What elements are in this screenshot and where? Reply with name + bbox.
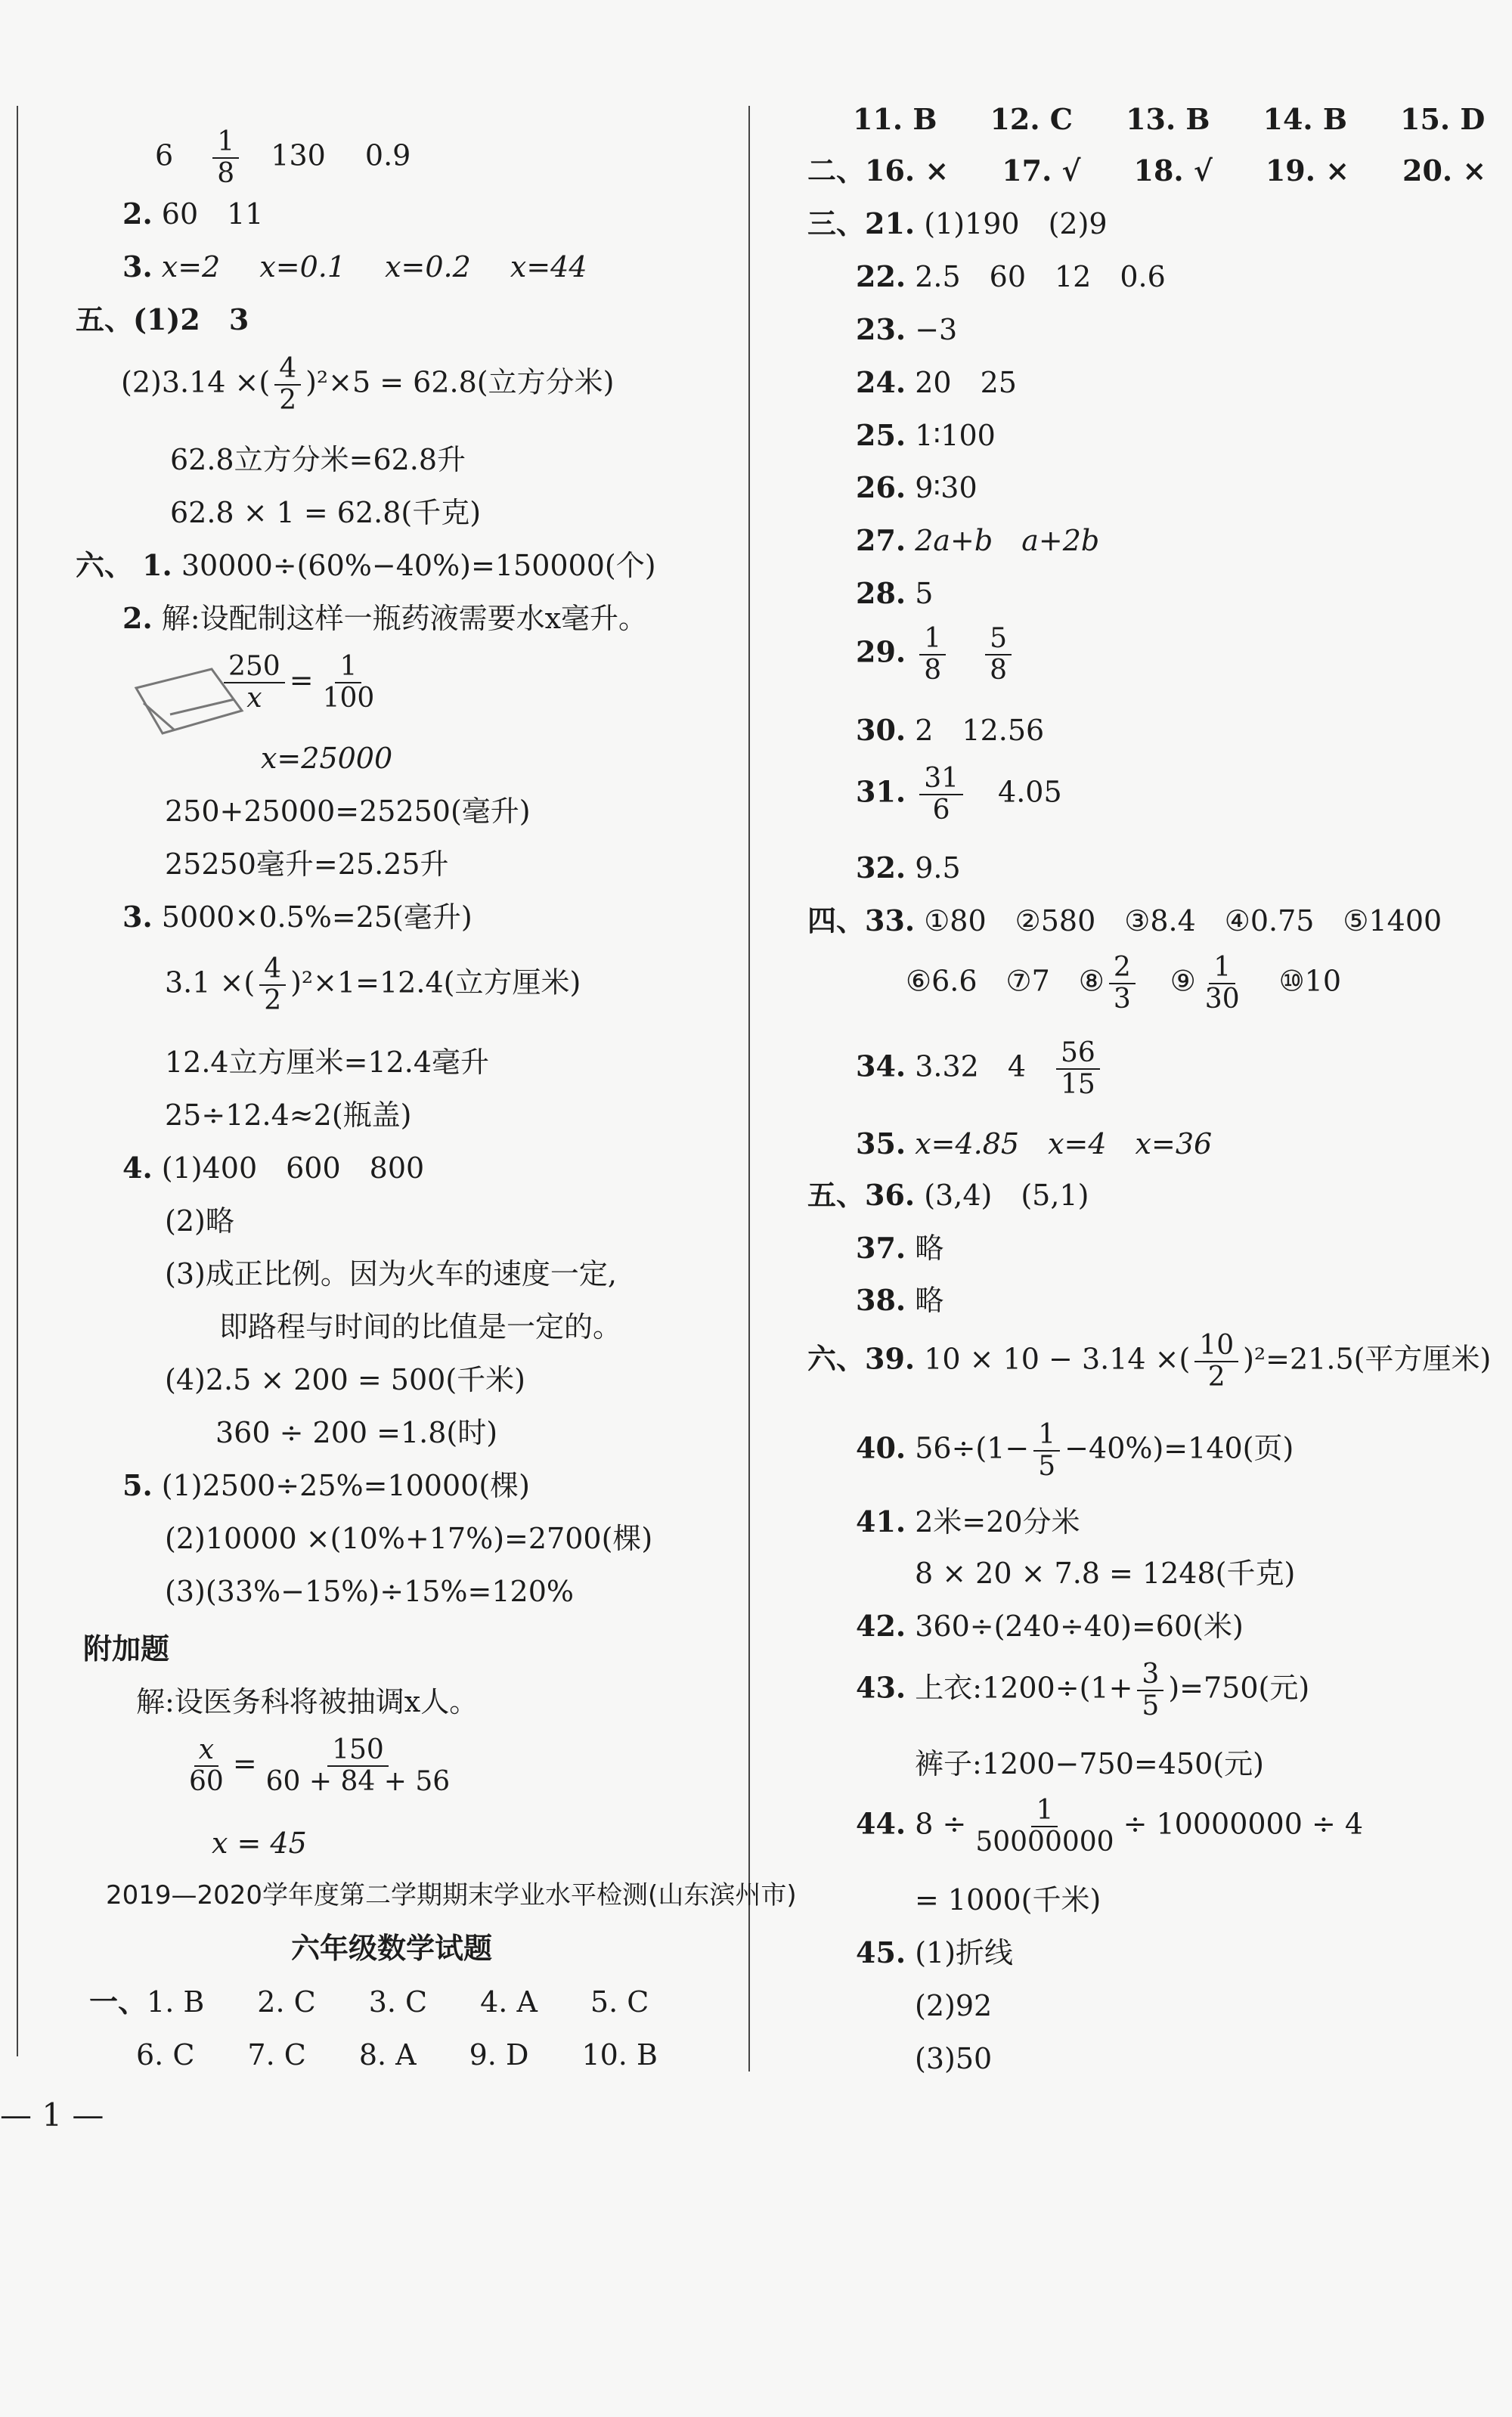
line-r28 <box>915 1746 1264 1781</box>
answer-text: 360 ÷ 200 =1.8(时) <box>215 1416 498 1449</box>
answer-text: 3.32 4 <box>915 1049 1027 1083</box>
numerator: 3 <box>1137 1659 1163 1691</box>
line-r20 <box>856 1231 943 1266</box>
mc-answer: 6. C <box>136 2038 195 2071</box>
section-label: 六、 <box>76 548 134 582</box>
line-r4 <box>856 259 1166 294</box>
item-number: 3. <box>122 900 153 934</box>
formula: )=750(元) <box>1168 1671 1310 1705</box>
mc-answer: 13. B <box>1126 102 1210 136</box>
line-l3 <box>122 249 587 284</box>
answer-text: 12.4立方厘米=12.4毫升 <box>165 1046 490 1079</box>
answer-text: 略 <box>915 1232 944 1265</box>
answer-text: (1)400 600 800 <box>161 1151 425 1185</box>
page-number <box>0 2098 104 2133</box>
answer-text: 8 × 20 × 7.8 = 1248(千克) <box>915 1557 1296 1590</box>
item-number: 21. <box>865 206 916 240</box>
denominator: x <box>246 683 262 714</box>
numerator: 1 <box>919 624 946 655</box>
left-margin-rule <box>17 106 18 2056</box>
item-number: 30. <box>856 713 906 747</box>
formula: ÷ 10000000 ÷ 4 <box>1123 1807 1364 1841</box>
tf-answer: 20. × <box>1402 153 1487 187</box>
line-r5 <box>856 312 957 347</box>
answer-text: 5000×0.5%=25(毫升) <box>161 900 472 934</box>
numerator: 250 <box>224 652 285 683</box>
item-number: 25. <box>856 418 906 452</box>
answer-text: −3 <box>915 313 958 346</box>
numerator: 31 <box>919 764 963 795</box>
fraction <box>971 1796 1118 1858</box>
fraction <box>919 624 946 686</box>
line-r13 <box>856 764 1062 826</box>
mc-answer: 9. D <box>469 2038 529 2071</box>
formula: 8 ÷ <box>915 1807 967 1841</box>
answer-text: 2 12.56 <box>915 714 1045 747</box>
section-label: 二、 <box>807 153 866 187</box>
formula: 10 × 10 − 3.14 ×( <box>924 1342 1191 1376</box>
line-r26 <box>856 1609 1244 1644</box>
numerator: 4 <box>274 354 301 386</box>
line-l23 <box>215 1415 497 1450</box>
mc-answer: 11. B <box>853 102 937 136</box>
answer-text: 60 11 <box>161 197 264 231</box>
item-number: 40. <box>856 1430 906 1465</box>
item-number: 41. <box>856 1504 906 1539</box>
answer-text: 20 25 <box>915 366 1017 399</box>
answer-text: 9∶30 <box>915 471 978 504</box>
denominator: 60 <box>189 1766 224 1797</box>
line-l7 <box>170 495 481 530</box>
answer-text: 4.05 <box>998 775 1062 809</box>
answer-text: (2)92 <box>915 1989 993 2022</box>
item-number: 2. <box>122 601 153 635</box>
item-number: 22. <box>856 259 906 293</box>
tf-answer: 19. × <box>1265 153 1350 187</box>
answer-text: x=0.2 <box>385 250 471 284</box>
fraction <box>259 954 286 1016</box>
answer-text: (1)2500÷25%=10000(棵) <box>161 1469 530 1502</box>
item-number: 34. <box>856 1049 906 1083</box>
section-label: 三、 <box>807 206 866 240</box>
answer-text: 9.5 <box>915 851 961 885</box>
item-number: 29. <box>856 634 906 669</box>
item-number: 4. <box>122 1151 153 1185</box>
line-r8 <box>856 470 978 505</box>
formula: 3.1 ×( <box>165 965 256 999</box>
line-r25 <box>915 1556 1295 1591</box>
item-number: 31. <box>856 774 906 809</box>
fraction <box>1056 1038 1100 1100</box>
answer-text: 62.8 × 1 = 62.8(千克) <box>170 496 482 529</box>
fraction <box>184 1735 228 1797</box>
line-r32 <box>915 1988 992 2023</box>
answer-text: 1∶100 <box>915 419 996 452</box>
line-l10 <box>219 652 383 714</box>
line-l9 <box>122 601 647 636</box>
line-r30 <box>915 1882 1101 1917</box>
denominator: 15 <box>1061 1069 1095 1100</box>
line-l18 <box>122 1151 424 1185</box>
line-r23 <box>856 1420 1294 1482</box>
fraction <box>1109 953 1136 1015</box>
line-r17 <box>856 1038 1105 1100</box>
answer-text: (1)190 (2)9 <box>924 207 1108 240</box>
answer-text: x=4.85 x=4 x=36 <box>915 1127 1213 1160</box>
value: 0.9 <box>364 138 411 172</box>
line-r9 <box>856 523 1099 558</box>
numerator: 2 <box>1109 953 1136 984</box>
numerator: 1 <box>1209 953 1235 984</box>
bonus-heading: 附加题 <box>83 1631 170 1666</box>
answer-text: 2a+b a+2b <box>915 524 1100 557</box>
fraction <box>274 354 301 416</box>
mc-answer: 7. C <box>247 2038 306 2071</box>
value: 130 <box>271 138 326 172</box>
line-r16 <box>906 953 1341 1015</box>
answer-text: (3)成正比例。因为火车的速度一定, <box>165 1257 617 1291</box>
denominator: 30 <box>1204 984 1240 1015</box>
item-number: 39. <box>865 1341 916 1376</box>
line-l6 <box>170 442 466 477</box>
mc-answer: 4. A <box>480 1985 538 2019</box>
denominator: 8 <box>990 655 1008 686</box>
item-number: 43. <box>856 1670 906 1705</box>
section-label: 一、 <box>89 1985 147 2019</box>
mc-answer: 14. B <box>1263 102 1347 136</box>
denominator: 2 <box>279 385 297 416</box>
tf-answer: 16. × <box>865 153 950 187</box>
fraction <box>919 764 963 826</box>
value: 6 <box>155 138 174 172</box>
mc-answer: 5. C <box>590 1985 649 2019</box>
item-number: 42. <box>856 1609 906 1643</box>
numerator: 1 <box>212 127 239 159</box>
column-divider <box>748 106 750 2071</box>
numerator: 4 <box>259 954 286 986</box>
line-r11 <box>856 624 1016 686</box>
line-l4 <box>76 302 249 337</box>
answer-text: = 1000(千米) <box>915 1883 1101 1917</box>
answer-text: ①80 ②580 ③8.4 ④0.75 ⑤1400 <box>924 904 1442 937</box>
mc-answer: 8. A <box>358 2038 417 2071</box>
answer-text: 解:设配制这样一瓶药液需要水x毫升。 <box>161 602 648 635</box>
answer-text: 裤子:1200−750=450(元) <box>915 1747 1264 1780</box>
section-label: 四、 <box>807 903 866 937</box>
denominator: 8 <box>217 158 235 189</box>
answer-text: x=44 <box>510 250 587 284</box>
mc-answer: 15. D <box>1400 102 1486 136</box>
mc-answer: 2. C <box>257 1985 316 2019</box>
formula: 上衣:1200÷(1+ <box>915 1671 1133 1705</box>
line-l21 <box>219 1309 621 1344</box>
answer-text: x=0.1 <box>259 250 346 284</box>
line-r31 <box>856 1935 1013 1970</box>
formula: )²×1=12.4(立方厘米) <box>290 965 581 999</box>
line-r10 <box>856 576 933 611</box>
line-l2 <box>122 197 263 231</box>
formula: )²=21.5(平方厘米) <box>1243 1342 1492 1376</box>
item-number: 3. <box>122 249 153 284</box>
answer-text: 25÷12.4≈2(瓶盖) <box>165 1098 412 1132</box>
line-r27 <box>856 1659 1309 1721</box>
mc-answer: 1. B <box>147 1985 205 2019</box>
line-r21 <box>856 1283 943 1318</box>
mc-answer: 10. B <box>581 2038 658 2071</box>
item-number: 32. <box>856 851 906 885</box>
mc-answer: 12. C <box>990 102 1074 136</box>
line-l16 <box>165 1045 489 1080</box>
fraction <box>1201 953 1244 1015</box>
line-r2 <box>807 153 1486 188</box>
page-number-text: — 1 — <box>0 2096 104 2133</box>
line-l13 <box>165 847 449 882</box>
fraction <box>318 652 380 714</box>
answer-text: x=2 <box>161 250 221 284</box>
mc-answer: 3. C <box>368 1985 428 2019</box>
answer-text: (3,4) (5,1) <box>924 1179 1089 1212</box>
formula: −40%)=140(页) <box>1064 1431 1294 1465</box>
formula: )²×5 = 62.8(立方分米) <box>305 365 615 399</box>
line-l28 <box>136 1684 478 1719</box>
answer-text: ⑨ <box>1170 964 1196 998</box>
line-l33 <box>89 1985 649 2019</box>
fraction <box>212 127 239 189</box>
answer-text: (2)10000 ×(10%+17%)=2700(棵) <box>165 1522 653 1555</box>
line-r12 <box>856 713 1044 748</box>
fraction <box>1033 1420 1060 1482</box>
denominator: 6 <box>932 795 950 826</box>
exam-title: 六年级数学试题 <box>291 1931 493 1965</box>
fraction <box>985 624 1012 686</box>
answer-text: ⑩10 <box>1278 964 1342 998</box>
line-r6 <box>856 365 1017 400</box>
equals: = <box>289 663 314 697</box>
line-l12 <box>165 794 531 829</box>
item-number: 5. <box>122 1468 153 1502</box>
answer-text: (2)略 <box>165 1204 234 1238</box>
denominator: 8 <box>924 655 942 686</box>
line-l19 <box>165 1204 234 1238</box>
denominator: 100 <box>322 683 375 714</box>
section-label: 五、 <box>807 1178 866 1212</box>
fraction <box>1137 1659 1163 1721</box>
fraction <box>224 652 285 714</box>
answer-text: (3)(33%−15%)÷15%=120% <box>165 1575 575 1608</box>
answer-text: 2.5 60 12 0.6 <box>915 260 1166 293</box>
formula: (2)3.14 ×( <box>121 365 271 399</box>
line-l1 <box>155 127 411 189</box>
line-l22 <box>165 1362 525 1397</box>
formula: 56÷(1− <box>915 1431 1030 1465</box>
denominator: 2 <box>1207 1362 1225 1393</box>
denominator: 5 <box>1038 1451 1056 1482</box>
line-r29 <box>856 1796 1363 1858</box>
answer-text: 2米=20分米 <box>915 1505 1080 1539</box>
denominator: 50000000 <box>975 1827 1114 1858</box>
line-l8 <box>76 548 656 583</box>
denominator: 5 <box>1142 1690 1160 1721</box>
line-r3 <box>807 206 1108 241</box>
line-l24 <box>122 1468 530 1503</box>
denominator: 60 + 84 + 56 <box>265 1766 451 1797</box>
line-l34 <box>136 2037 658 2072</box>
item-number: 27. <box>856 523 906 557</box>
line-l31 <box>106 1878 797 1913</box>
answer-text: 解:设医务科将被抽调x人。 <box>136 1685 479 1718</box>
answer-text: ⑥6.6 ⑦7 ⑧ <box>906 964 1105 998</box>
answer-text: 250+25000=25250(毫升) <box>165 795 531 828</box>
answer-text: (1)折线 <box>915 1936 1014 1969</box>
numerator: 10 <box>1194 1331 1238 1362</box>
line-l5 <box>121 354 614 416</box>
line-l20 <box>165 1257 617 1291</box>
line-l15 <box>165 954 581 1016</box>
line-l17 <box>165 1098 411 1133</box>
answer-text: (3)50 <box>915 2042 993 2075</box>
tf-answer: 17. √ <box>1002 153 1081 187</box>
tf-answer: 18. √ <box>1133 153 1213 187</box>
item-number: 33. <box>865 903 916 937</box>
line-l27 <box>83 1631 169 1666</box>
answer-text: x=25000 <box>261 742 393 775</box>
section-answer: 五、(1)2 3 <box>76 302 249 336</box>
numerator: 150 <box>327 1735 389 1767</box>
fraction <box>1194 1331 1238 1393</box>
line-l26 <box>165 1574 574 1609</box>
line-r14 <box>856 851 961 885</box>
item-number: 35. <box>856 1126 906 1160</box>
line-l11 <box>261 741 392 776</box>
answer-text: 360÷(240÷40)=60(米) <box>915 1610 1244 1643</box>
denominator: 3 <box>1113 984 1131 1015</box>
numerator: 1 <box>1033 1420 1060 1452</box>
line-r15 <box>807 903 1442 938</box>
line-l32 <box>291 1931 492 1966</box>
numerator: 1 <box>1031 1796 1058 1827</box>
line-r22 <box>807 1331 1491 1393</box>
section-label: 六、 <box>807 1341 866 1376</box>
answer-text: 5 <box>915 577 934 610</box>
line-l25 <box>165 1521 652 1556</box>
fraction <box>262 1735 455 1797</box>
item-number: 44. <box>856 1806 906 1841</box>
answer-text: 25250毫升=25.25升 <box>165 847 449 881</box>
item-number: 38. <box>856 1283 906 1317</box>
line-r7 <box>856 418 996 453</box>
answer-text: x = 45 <box>212 1827 307 1860</box>
line-r33 <box>915 2041 992 2076</box>
item-number: 24. <box>856 365 906 399</box>
line-r18 <box>856 1126 1212 1161</box>
item-number: 2. <box>122 197 153 231</box>
numerator: 5 <box>985 624 1012 655</box>
line-r1 <box>853 102 1485 137</box>
answer-text: 62.8立方分米=62.8升 <box>170 443 466 476</box>
line-l14 <box>122 900 472 934</box>
answer-text: 30000÷(60%−40%)=150000(个) <box>181 549 656 582</box>
answer-text: 即路程与时间的比值是一定的。 <box>219 1310 622 1343</box>
item-number: 26. <box>856 470 906 504</box>
numerator: 1 <box>335 652 361 683</box>
numerator: x <box>194 1735 218 1767</box>
item-number: 1. <box>142 548 172 582</box>
line-r24 <box>856 1504 1080 1539</box>
item-number: 37. <box>856 1231 906 1265</box>
numerator: 56 <box>1056 1038 1100 1070</box>
item-number: 23. <box>856 312 906 346</box>
item-number: 45. <box>856 1935 906 1969</box>
equals: = <box>232 1746 257 1780</box>
answer-text: (4)2.5 × 200 = 500(千米) <box>165 1363 525 1396</box>
item-number: 36. <box>865 1178 916 1212</box>
exam-source-title: 2019—2020学年度第二学期期末学业水平检测(山东滨州市) <box>106 1880 797 1910</box>
line-l29 <box>180 1735 459 1797</box>
item-number: 28. <box>856 576 906 610</box>
line-l30 <box>212 1826 307 1861</box>
line-r19 <box>807 1178 1089 1213</box>
denominator: 2 <box>264 985 282 1016</box>
answer-text: 略 <box>915 1284 944 1317</box>
